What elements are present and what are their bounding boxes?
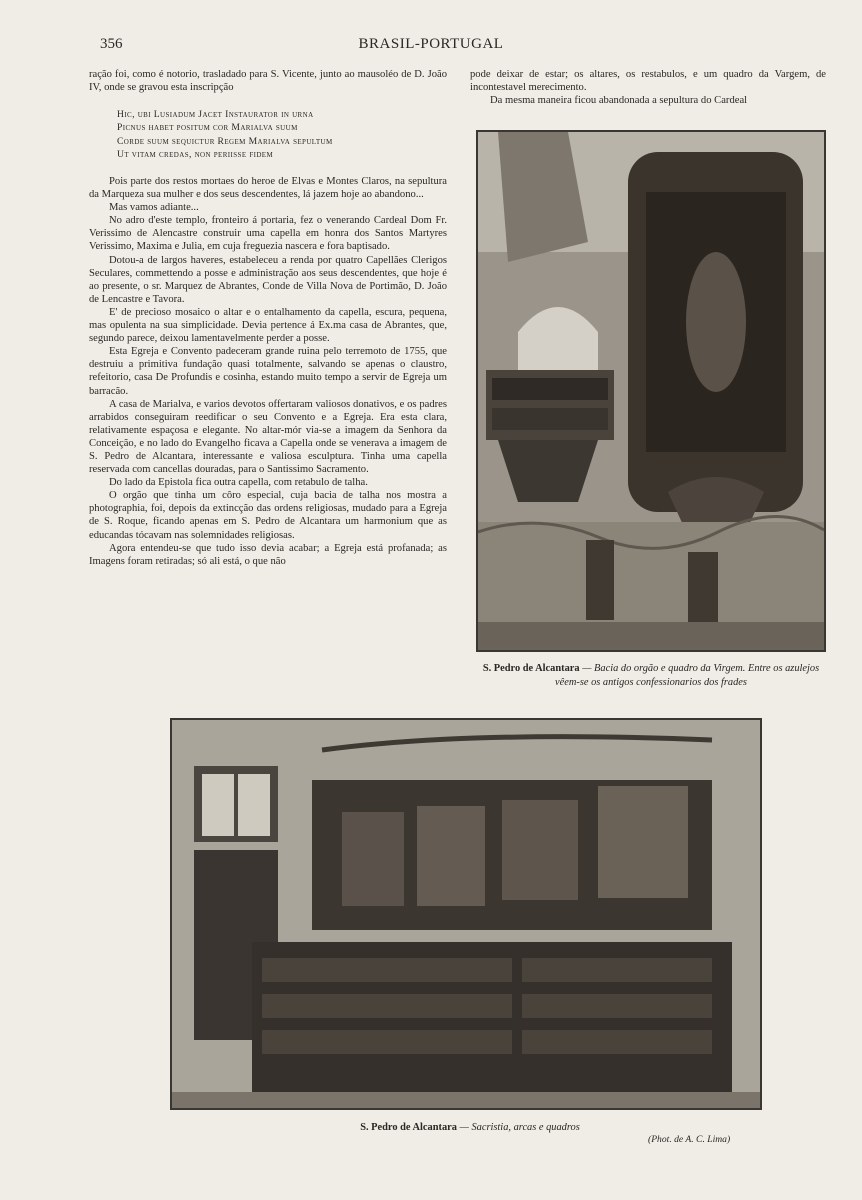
sacristy-photo — [170, 718, 762, 1110]
body-paragraph: pode deixar de estar; os altares, os restabulos, e um quadro da Vargem, de incontestavel merecimento. — [470, 69, 826, 94]
body-paragraph: Esta Egreja e Convento padeceram grande ruina pelo terremoto de 1755, que destruiu a primitiva fundação quasi totalmente, salvando se apenas o claustro, refeitorio, casa De Profundis e cosinha, estando muito tempo a servir de Egreja um barracão. — [89, 346, 447, 397]
caption-title: S. Pedro de Alcantara — [482, 663, 580, 674]
body-paragraph: Da mesma maneira ficou abandonada a sepultura do Cardeal — [490, 95, 748, 107]
running-title: BRASIL-PORTUGAL — [358, 36, 504, 52]
body-paragraph: E' de precioso mosaico o altar e o entalhamento da capella, escura, pequena, mas opulenta na sua simplicidade. Devia pertence á Ex.ma casa de Abrantes, que, segundo parece, deixou lamentavelmente perder a posse. — [89, 306, 447, 345]
page-number: 356 — [100, 36, 123, 52]
body-paragraph: Do lado da Epistola fica outra capella, com retabulo de talha. — [109, 477, 368, 489]
caption-text: — Bacia do orgão e quadro da Virgem. Entre os azulejos vêem-se os antigos confessionarios dos frades — [555, 663, 820, 688]
caption-title: S. Pedro de Alcantara — [360, 1122, 457, 1133]
inscription-line: Corde suum sequictur Regem Marialva sepultum — [117, 135, 333, 147]
right-text-column — [470, 68, 826, 107]
left-text-column — [89, 68, 447, 568]
body-paragraph: Pois parte dos restos mortaes do heroe de Elvas e Montes Claros, na sepultura da Marqueza sua mulher e dos seus descendentes, lá jazem hoje ao abandono... — [89, 176, 447, 201]
inscription-line: Picnus habet positum cor Marialva suum — [117, 122, 298, 134]
inscription-line: Ut vitam credas, non periisse fidem — [117, 148, 274, 160]
inscription-line: Hic, ubi Lusiadum Jacet Instaurator in urna — [117, 109, 314, 121]
body-paragraph: Agora entendeu-se que tudo isso devia acabar; a Egreja está profanada; as Imagens foram retiradas; só ali está, o que não — [89, 542, 447, 567]
photo-credit: (Phot. de A. C. Lima) — [648, 1134, 731, 1145]
latin-inscription — [117, 108, 447, 161]
organ-and-virgin-photo — [476, 130, 826, 652]
body-paragraph: Dotou-a de largos haveres, estabeleceu a renda por quatro Capellães Clerigos Seculares, commettendo a posse e administração aos seus descendentes, que hoje é ao presente, o sr. Marquez de Abrantes, Conde de Villa Nova de Portimão, D. João de Lencastre e Tavora. — [89, 254, 447, 305]
bottom-photo-caption — [170, 1122, 770, 1133]
body-paragraph: Mas vamos adiante... — [109, 202, 199, 214]
body-paragraph: O orgão que tinha um côro especial, cuja bacia de talha nos mostra a photographia, foi, depois da extincção das ordens religiosas, mudado para a Egreja de S. Roque, ficando apenas em S. Pedro de Alcantara um harmonium que as educandas tócavam nas solemnidades religiosas. — [89, 490, 447, 541]
top-photo-caption — [470, 662, 832, 690]
body-paragraph: ração foi, como é notorio, trasladado para S. Vicente, junto ao mausoléo de D. João IV, onde se gravou esta inscripção — [89, 69, 447, 94]
photo-organ-illustration — [478, 132, 824, 650]
caption-text: — Sacristia, arcas e quadros — [459, 1122, 580, 1133]
body-paragraph: No adro d'este templo, fronteiro á portaria, fez o venerando Cardeal Dom Fr. Verissimo de Alencastre construir uma capella em honra dos Santos Martyres Verissimo, Maxima e Julia, em cuja freguezia nascera e fora baptisado. — [89, 215, 447, 253]
body-paragraph: A casa de Marialva, e varios devotos offertaram valiosos donativos, e os padres arrabidos conseguiram reedificar o seu Convento e a Egreja. Era esta clara, relativamente espaçosa e elegante. No altar-mór via-se a imagem da Senhora da Conceição, e no lado do Evangelho ficava a Capella onde se venerava a imagem de S. Pedro de Alcantara, interessante e valiosa esculptura. Tinha uma capella reservada com cancellas douradas, para o Santissimo Sacramento. — [89, 398, 447, 476]
photo-sacristy-illustration — [172, 720, 760, 1108]
